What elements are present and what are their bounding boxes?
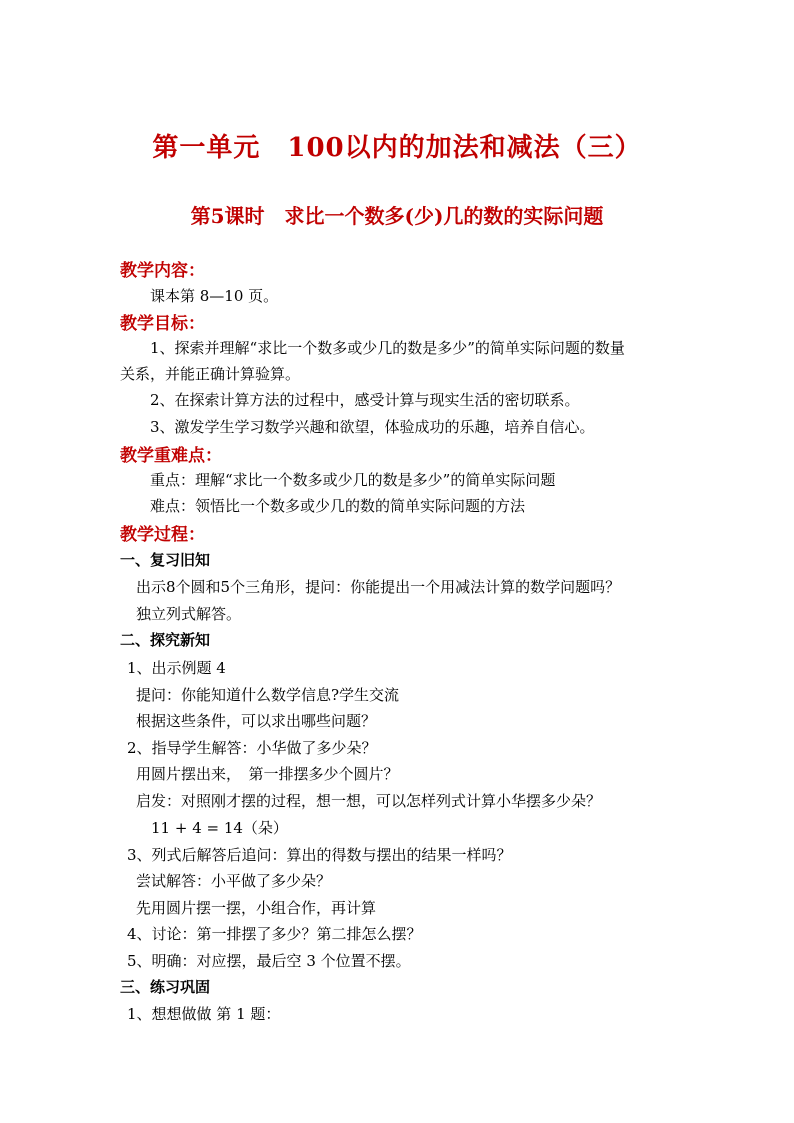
explore-heading: 二、探究新知 bbox=[120, 631, 211, 649]
explore-line-5: 用圆片摆出来， 第一排摆多少个圆片？ bbox=[136, 765, 399, 783]
explore-line-2: 提问：你能知道什么数学信息?学生交流 bbox=[136, 686, 400, 704]
explore-line-8: 3、列式后解答后追问：算出的得数与摆出的结果一样吗？ bbox=[127, 846, 512, 864]
explore-line-11: 4、讨论：第一排摆了多少？第二排怎么摆？ bbox=[127, 925, 422, 943]
keypoints-heading: 教学重难点： bbox=[120, 446, 222, 466]
explore-line-3: 根据这些条件，可以求出哪些问题？ bbox=[136, 712, 377, 730]
explore-line-4: 2、指导学生解答：小华做了多少朵？ bbox=[127, 739, 377, 757]
explore-equation: 11 + 4 = 14（朵） bbox=[151, 819, 288, 837]
explore-line-10: 先用圆片摆一摆，小组合作，再计算 bbox=[136, 899, 377, 917]
explore-line-12: 5、明确：对应摆，最后空 3 个位置不摆。 bbox=[127, 952, 411, 970]
explore-line-6: 启发：对照刚才摆的过程，想一想，可以怎样列式计算小华摆多少朵？ bbox=[136, 792, 602, 810]
objective-1-line-1: 1、探索并理解“求比一个数多或少几的数是多少”的简单实际问题的数量 bbox=[150, 339, 625, 357]
objective-1-line-2: 关系，并能正确计算验算。 bbox=[120, 365, 301, 383]
page-title: 第一单元 100以内的加法和减法（三） bbox=[152, 133, 642, 163]
lesson-subtitle: 第5课时 求比一个数多(少)几的数的实际问题 bbox=[190, 204, 604, 228]
content-text: 课本第 8—10 页。 bbox=[150, 287, 279, 305]
review-line-1: 出示8个圆和5个三角形，提问：你能提出一个用减法计算的数学问题吗？ bbox=[136, 578, 621, 596]
content-heading: 教学内容： bbox=[120, 261, 205, 281]
explore-line-9: 尝试解答：小平做了多少朵？ bbox=[136, 872, 332, 890]
objective-3: 3、激发学生学习数学兴趣和欲望，体验成功的乐趣，培养自信心。 bbox=[150, 418, 595, 436]
practice-line-1: 1、想想做做 第 1 题： bbox=[127, 1005, 281, 1023]
review-line-2: 独立列式解答。 bbox=[136, 605, 242, 623]
key-point: 重点：理解“求比一个数多或少几的数是多少”的简单实际问题 bbox=[150, 471, 556, 489]
practice-heading: 三、练习巩固 bbox=[120, 978, 211, 996]
difficult-point: 难点：领悟比一个数多或少几的数的简单实际问题的方法 bbox=[150, 497, 526, 515]
process-heading: 教学过程： bbox=[120, 525, 205, 545]
explore-line-1: 1、出示例题 4 bbox=[127, 659, 226, 677]
review-heading: 一、复习旧知 bbox=[120, 551, 211, 569]
objectives-heading: 教学目标： bbox=[120, 314, 205, 334]
objective-2: 2、在探索计算方法的过程中，感受计算与现实生活的密切联系。 bbox=[150, 391, 580, 409]
